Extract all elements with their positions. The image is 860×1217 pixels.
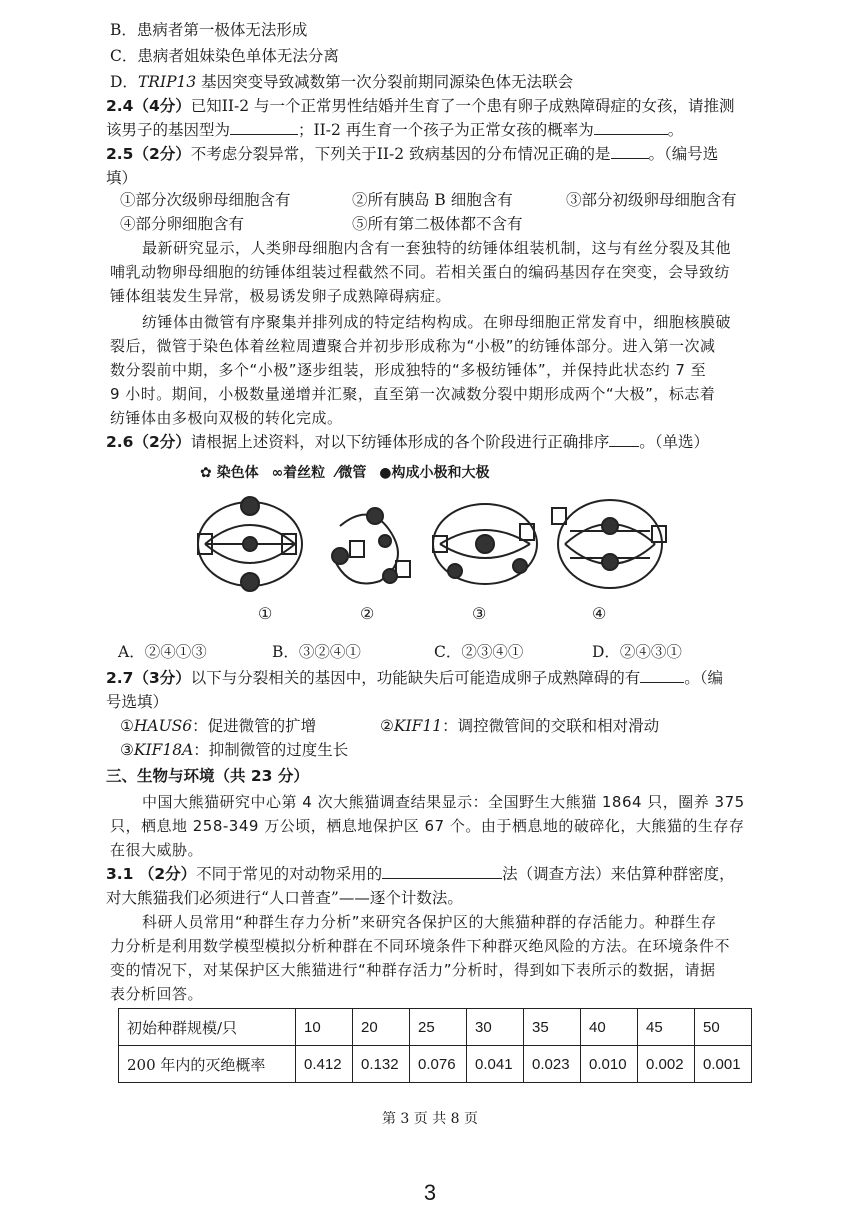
- figure-legend: [200, 462, 489, 482]
- q24-text1: 已知II-2 与一个正常男性结婚并生育了一个患有卵子成熟障碍症的女孩，请推测: [190, 97, 735, 115]
- table-cell: 0.041: [467, 1046, 524, 1083]
- extinction-probability-table: [118, 1008, 752, 1083]
- q27-text1: 以下与分裂相关的基因中，功能缺失后可能造成卵子成熟障碍的有: [190, 669, 641, 687]
- passage2-line5: 纺锤体由多极向双极的转化完成。: [110, 409, 343, 427]
- answer-blank[interactable]: [609, 430, 639, 447]
- q25-line1: [106, 142, 760, 166]
- section3-para-line1: 中国大熊猫研究中心第 4 次大熊猫调查结果显示：全国野生大熊猫 1864 只，圈养 375: [142, 793, 745, 811]
- q27-o3-gene: KIF18A: [133, 741, 194, 759]
- section3-para-line3: 在很大威胁。: [110, 841, 204, 859]
- q25-option-3: ③部分初级卵母细胞含有: [566, 191, 737, 209]
- q27-o1-pre: ①: [120, 717, 134, 735]
- figure-label-3: ③: [472, 604, 487, 623]
- q31-line2: 对大熊猫我们必须进行“人口普查”——逐个计数法。: [106, 889, 463, 907]
- passage3-line2: 力分析是利用数学模型模拟分析种群在不同环境条件下种群灭绝风险的方法。在环境条件不: [110, 937, 731, 955]
- q24-line1: [106, 94, 760, 118]
- q26-number: 2.6（2分）: [106, 433, 191, 451]
- table-cell: 0.001: [695, 1046, 752, 1083]
- q27-number: 2.7（3分）: [106, 669, 191, 687]
- table-cell: 0.023: [524, 1046, 581, 1083]
- q26-option-a: A．②④①③: [118, 643, 207, 661]
- page-number: 3: [423, 1180, 437, 1205]
- answer-blank[interactable]: [230, 118, 298, 135]
- q24-number: 2.4（4分）: [106, 97, 191, 115]
- page-footer: 第 3 页 共 8 页: [381, 1111, 479, 1127]
- passage3-line3: 变的情况下，对某保护区大熊猫进行“种群存活力”分析时，得到如下表所示的数据，请据: [110, 961, 716, 979]
- q23-d-gene: TRIP13: [137, 73, 197, 91]
- q25-option-5: ⑤所有第二极体都不含有: [352, 215, 523, 233]
- table-row: [119, 1046, 752, 1083]
- q27-o2-text: ：调控微管间的交联和相对滑动: [442, 717, 660, 735]
- table-row-head: 初始种群规模/只: [119, 1009, 296, 1046]
- q26-tail: 。（单选）: [639, 433, 710, 451]
- q27-line1: [106, 666, 760, 690]
- table-cell: 0.412: [296, 1046, 353, 1083]
- passage1-line1: 最新研究显示，人类卵母细胞内含有一套独特的纺锤体组装机制，这与有丝分裂及其他: [142, 239, 732, 257]
- table-cell: 50: [695, 1009, 752, 1046]
- table-cell: 40: [581, 1009, 638, 1046]
- passage2-line4: 9 小时。期间，小极数量递增并汇聚，直至第一次减数分裂中期形成两个“大极”，标志着: [110, 385, 716, 403]
- q26-text: 请根据上述资料，对以下纺锤体形成的各个阶段进行正确排序: [190, 433, 610, 451]
- chromosome-icon: ✿: [200, 465, 212, 481]
- q23-option-c: C．患病者姐妹染色单体无法分离: [110, 47, 339, 65]
- q27-o3-pre: ③: [120, 741, 134, 759]
- passage1-line2: 哺乳动物卵母细胞的纺锤体组装过程截然不同。若相关蛋白的编码基因存在突变，会导致纺: [110, 263, 731, 281]
- answer-blank[interactable]: [640, 666, 684, 683]
- spindle-stage-4: [552, 500, 666, 588]
- table-cell: 45: [638, 1009, 695, 1046]
- q27-option-1: [120, 714, 316, 738]
- q31-text1a: 不同于常见的对动物采用的: [196, 865, 383, 883]
- q27-o3-text: ：抑制微管的过度生长: [193, 741, 349, 759]
- q31-text1b: 法（调查方法）来估算种群密度，: [502, 865, 735, 883]
- passage2-line3: 数分裂前中期，多个“小极”逐步组装，形成独特的“多极纺锤体”，并保持此状态约 7 至: [110, 361, 707, 379]
- q31-number: 3.1 （2分）: [106, 865, 197, 883]
- answer-blank[interactable]: [611, 142, 649, 159]
- q23-d-rest: 基因突变导致减数第一次分裂前期同源染色体无法联会: [196, 73, 574, 91]
- table-cell: 0.076: [410, 1046, 467, 1083]
- microtubule-icon: ⁄: [336, 465, 339, 481]
- q23-d-prefix: D．: [110, 73, 138, 91]
- centromere-icon: ∞: [271, 465, 284, 481]
- passage1-line3: 锤体组装发生异常，极易诱发卵子成熟障碍病症。: [110, 287, 452, 305]
- passage2-line1: 纺锤体由微管有序聚集并排列成的特定结构构成。在卵母细胞正常发育中，细胞核膜破: [142, 313, 732, 331]
- passage2-line2: 裂后，微管于染色体着丝粒周遭聚合并初步形成称为“小极”的纺锤体部分。进入第一次减: [110, 337, 716, 355]
- legend-pole: 构成小极和大极: [391, 465, 490, 481]
- q31-line1: [106, 862, 760, 886]
- figure-label-2: ②: [360, 604, 375, 623]
- table-row-head: 200 年内的灭绝概率: [119, 1046, 296, 1083]
- pole-icon: ●: [379, 465, 392, 481]
- q27-option-3: [120, 738, 348, 762]
- section3-para-line2: 只，栖息地 258-349 万公顷，栖息地保护区 67 个。由于栖息地的破碎化，大熊猫的生存存: [110, 817, 745, 835]
- passage3-line4: 表分析回答。: [110, 985, 204, 1003]
- spindle-stage-1: [198, 497, 302, 591]
- q23-option-d: [110, 70, 760, 94]
- section-3-title: 三、生物与环境（共 23 分）: [106, 767, 309, 785]
- q24-text2c: 。: [667, 121, 684, 139]
- legend-centromere: 着丝粒: [283, 465, 326, 481]
- table-cell: 25: [410, 1009, 467, 1046]
- q27-text1b: 。（编: [684, 669, 724, 687]
- answer-blank[interactable]: [382, 862, 502, 879]
- q27-o2-gene: KIF11: [393, 717, 443, 735]
- passage3-line1: 科研人员常用“种群生存力分析”来研究各保护区的大熊猫种群的存活能力。种群生存: [142, 913, 717, 931]
- q26-option-b: B．③②④①: [272, 643, 361, 661]
- table-cell: 0.010: [581, 1046, 638, 1083]
- q25-option-1: ①部分次级卵母细胞含有: [120, 191, 291, 209]
- spindle-stages-figure: [190, 486, 670, 606]
- q25-number: 2.5（2分）: [106, 145, 191, 163]
- table-cell: 0.132: [353, 1046, 410, 1083]
- q24-text2b: ；II-2 再生育一个孩子为正常女孩的概率为: [298, 121, 594, 139]
- q23-option-b: B．患病者第一极体无法形成: [110, 21, 308, 39]
- q25-option-4: ④部分卵细胞含有: [120, 215, 245, 233]
- q26-line1: [106, 430, 760, 454]
- table-cell: 20: [353, 1009, 410, 1046]
- answer-blank[interactable]: [594, 118, 668, 135]
- q27-option-2: [380, 714, 659, 738]
- q25-text1: 不考虑分裂异常，下列关于II-2 致病基因的分布情况正确的是: [190, 145, 611, 163]
- spindle-stage-2: [332, 508, 410, 584]
- q26-option-d: D．②④③①: [592, 643, 682, 661]
- q24-line2: [106, 118, 760, 142]
- legend-microtubule: 微管: [338, 465, 367, 481]
- q25-text1b: 。（编号选: [648, 145, 719, 163]
- q26-option-c: C．②③④①: [434, 643, 524, 661]
- q25-line2: 填）: [106, 169, 138, 187]
- table-cell: 10: [296, 1009, 353, 1046]
- table-row: [119, 1009, 752, 1046]
- figure-label-4: ④: [592, 604, 607, 623]
- q27-line2: 号选填）: [106, 693, 169, 711]
- q27-o1-text: ：促进微管的扩增: [192, 717, 317, 735]
- table-cell: 0.002: [638, 1046, 695, 1083]
- table-cell: 30: [467, 1009, 524, 1046]
- q27-o2-pre: ②: [380, 717, 394, 735]
- spindle-stage-3: [433, 504, 537, 584]
- figure-label-1: ①: [258, 604, 273, 623]
- legend-chromosome: 染色体: [216, 465, 259, 481]
- q27-o1-gene: HAUS6: [133, 717, 193, 735]
- table-cell: 35: [524, 1009, 581, 1046]
- q25-option-2: ②所有胰岛 B 细胞含有: [352, 191, 513, 209]
- q24-text2a: 该男子的基因型为: [106, 121, 231, 139]
